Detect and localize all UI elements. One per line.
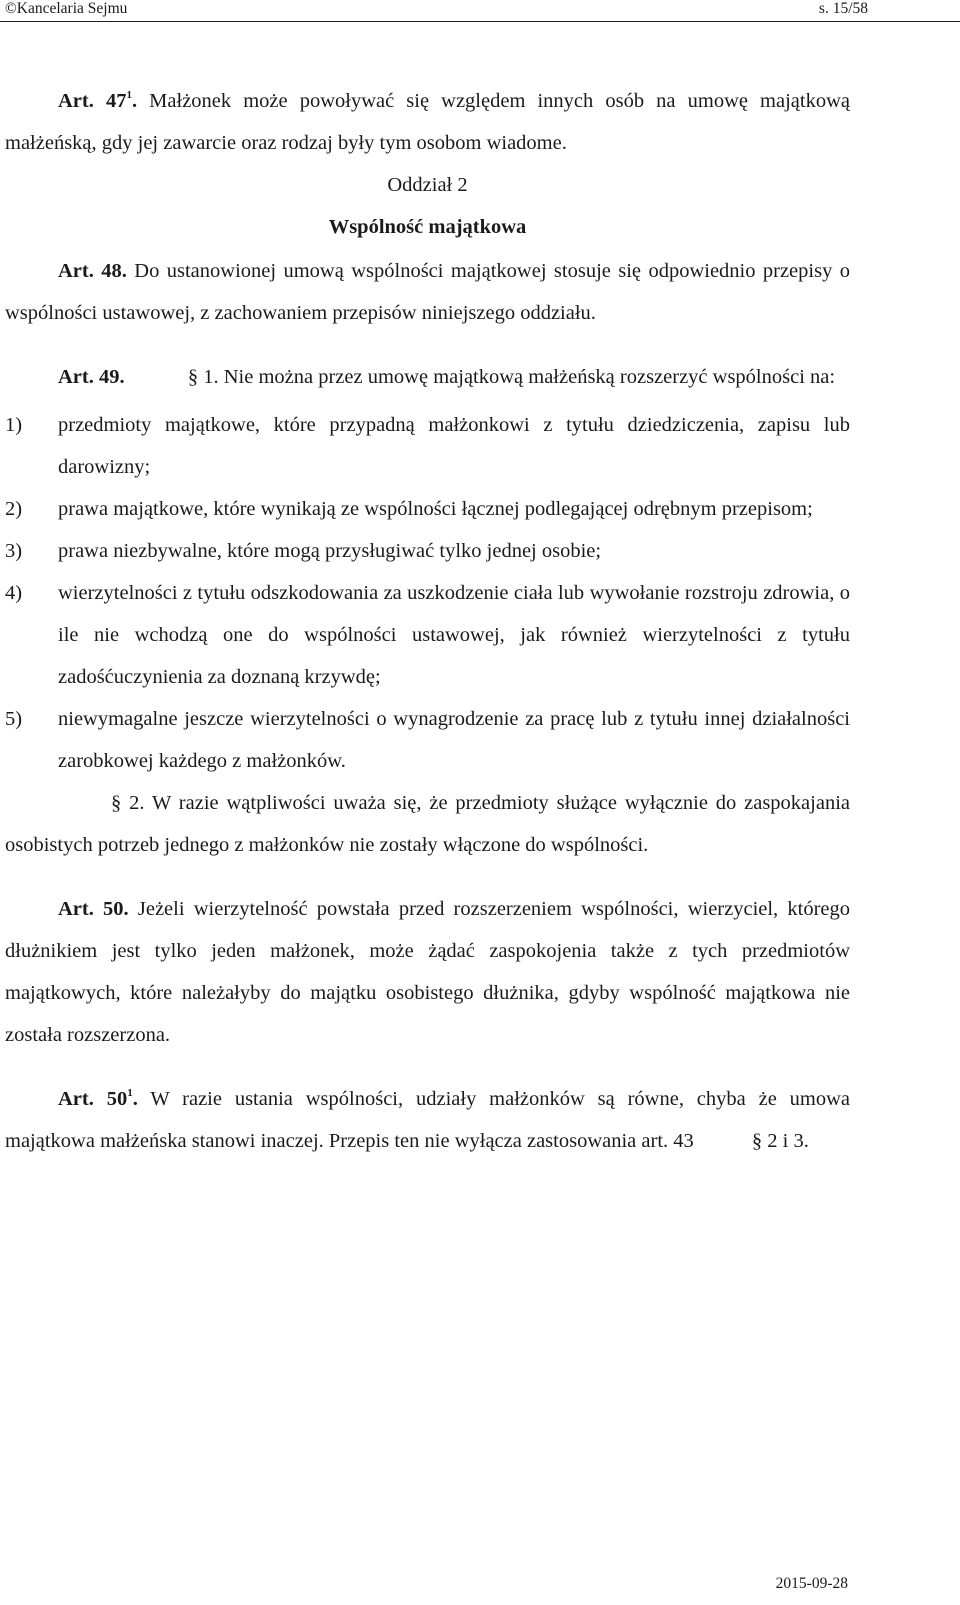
list-item-text: prawa niezbywalne, które mogą przysługiwać tylko jednej osobie; xyxy=(58,540,602,562)
article-text: Nie można przez umowę majątkową małżeńską rozszerzyć wspólności na: xyxy=(218,366,836,388)
list-item-text: niewymagalne jeszcze wierzytelności o wynagrodzenie za pracę lub z tytułu innej działalności zarobkowej każdego z małżonków. xyxy=(58,708,850,772)
list-item-number: 1) xyxy=(5,414,23,436)
article-47-1 xyxy=(5,80,850,164)
article-label: Art. 48. xyxy=(58,260,127,282)
article-50 xyxy=(5,888,850,1056)
list-item-number: 3) xyxy=(5,540,23,562)
page-header xyxy=(0,0,960,22)
document-body xyxy=(5,80,850,1162)
list-item-text: prawa majątkowe, które wynikają ze wspólności łącznej podlegającej odrębnym przepisom; xyxy=(58,498,813,520)
list-item xyxy=(5,572,850,698)
article-superscript: 1 xyxy=(126,89,132,101)
article-49-par-2 xyxy=(5,782,850,866)
article-superscript: 1 xyxy=(127,1087,133,1099)
article-label: Art. 49. xyxy=(58,366,125,388)
article-50-1 xyxy=(5,1078,850,1162)
list-item-text: przedmioty majątkowe, które przypadną małżonkowi z tytułu dziedziczenia, zapisu lub darowizny; xyxy=(58,414,850,478)
footer-date: 2015-09-28 xyxy=(775,1575,848,1592)
article-text: Do ustanowionej umową wspólności majątkowej stosuje się odpowiednio przepisy o wspólności ustawowej, z zachowaniem przepisów niniejszego oddziału. xyxy=(5,260,850,324)
paragraph-number: 2. xyxy=(121,792,145,814)
section-number: Oddział 2 xyxy=(387,174,468,196)
article-text: W razie wątpliwości uważa się, że przedmioty służące wyłącznie do zaspokajania osobistych potrzeb jednego z małżonków nie zostały włączone do wspólności. xyxy=(5,792,850,856)
paragraph-number: 1. xyxy=(198,366,219,388)
article-label: Art. $50^1$. xyxy=(58,1087,138,1110)
article-text-end: 2 i 3. xyxy=(762,1130,809,1152)
header-page-number: s. 15/58 xyxy=(818,0,868,17)
paragraph-sign: § xyxy=(751,1130,763,1152)
paragraph-sign: § xyxy=(111,792,122,814)
list-item-number: 2) xyxy=(5,498,23,520)
list-item-number: 5) xyxy=(5,708,23,730)
article-label: Art. 50. xyxy=(58,898,129,920)
article-text: W razie ustania wspólności, udziały małżonków są równe, chyba że umowa majątkowa małżeńska stanowi inaczej. Przepis ten nie wyłącza zastosowania art. 43 xyxy=(5,1088,851,1152)
article-text: Jeżeli wierzytelność powstała przed rozszerzeniem wspólności, wierzyciel, którego dłużnikiem jest tylko jeden małżonek, może żądać zaspokojenia także z tych przedmiotów majątkowych, które należałyby do majątku osobistego dłużnika, gdyby wspólność majątkowa nie została rozszerzona. xyxy=(5,898,850,1046)
article-label: Art. $47^1$. xyxy=(58,89,138,112)
article-49-items xyxy=(5,404,850,782)
list-item xyxy=(5,404,850,488)
list-item-text: wierzytelności z tytułu odszkodowania za uszkodzenie ciała lub wywołanie rozstroju zdrowia, o ile nie wchodzą one do wspólności ustawowej, jak również wierzytelności z tytułu zadośćuczynienia za doznaną krzywdę; xyxy=(58,582,850,688)
paragraph-sign: § xyxy=(187,366,199,388)
header-copyright: ©Kancelaria Sejmu xyxy=(5,0,128,17)
list-item-number: 4) xyxy=(5,582,23,604)
section-title: Wspólność majątkowa xyxy=(328,216,527,238)
article-49-par-1 xyxy=(5,356,850,398)
article-text: Małżonek może powoływać się względem innych osób na umowę majątkową małżeńską, gdy jej zawarcie oraz rodzaj były tym osobom wiadome. xyxy=(5,90,850,154)
list-item xyxy=(5,698,850,782)
article-48 xyxy=(5,250,850,334)
list-item xyxy=(5,530,850,572)
list-item xyxy=(5,488,850,530)
